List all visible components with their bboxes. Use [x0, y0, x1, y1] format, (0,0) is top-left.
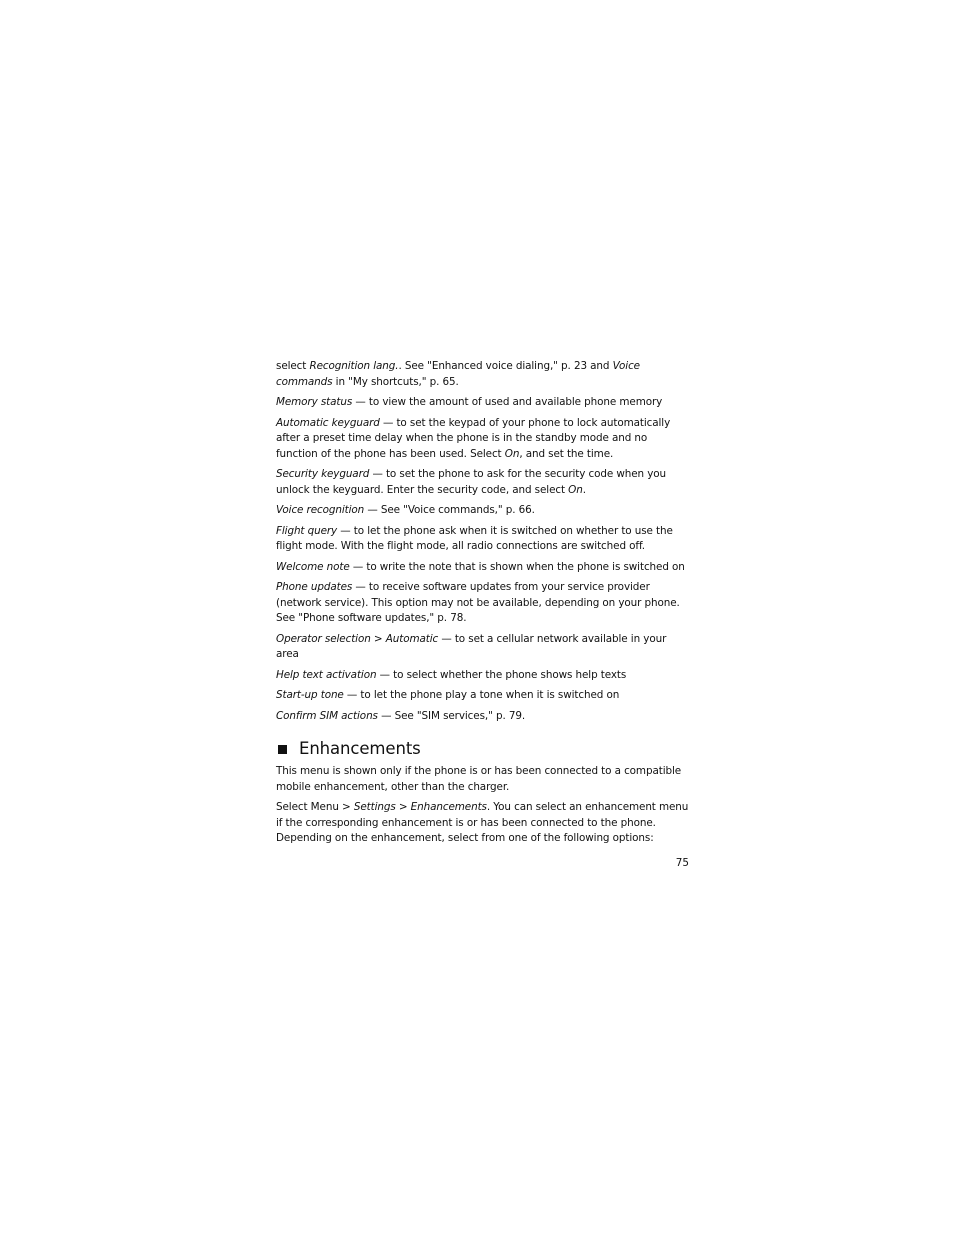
menu-term: Phone updates: [276, 581, 353, 593]
menu-term: Security keyguard: [276, 468, 370, 480]
paragraph-security-keyguard: [276, 467, 690, 498]
menu-term: Recognition lang.: [309, 360, 399, 372]
menu-term: Confirm SIM actions: [276, 709, 378, 722]
menu-term: Start-up tone: [276, 689, 344, 701]
menu-term: Flight query: [276, 524, 338, 537]
paragraph-flight-query: [276, 524, 690, 555]
paragraph-voice-recognition: [276, 503, 690, 519]
text: — to receive software updates from your service provider (network service). This option may not be available, depending on your phone. See "Phone software updates," p. 78.: [276, 581, 680, 624]
text: . You can select an enhancement menu if the corresponding enhancement is or has been connected to the phone. Depending on the enhancement, select from one of the following options:: [276, 801, 689, 844]
text: .: [582, 483, 586, 496]
page-content: [276, 359, 690, 852]
menu-key-label: Menu: [310, 801, 339, 813]
section-heading: [276, 739, 690, 759]
section-title: Enhancements: [299, 739, 421, 758]
menu-term: Voice commands: [276, 360, 640, 388]
paragraph-memory-status: [276, 395, 690, 411]
text: Select: [276, 801, 311, 813]
paragraph-automatic-keyguard: [276, 416, 690, 463]
text: in "My shortcuts," p. 65.: [332, 375, 459, 388]
text: — to write the note that is shown when the phone is switched on: [349, 560, 685, 573]
text: >: [338, 801, 354, 813]
menu-term: Memory status: [276, 396, 353, 408]
menu-term: Voice recognition: [276, 504, 365, 516]
text: . See "Enhanced voice dialing," p. 23 and: [398, 360, 613, 372]
text: — to set a cellular network available in your area: [276, 632, 667, 660]
text: — to select whether the phone shows help texts: [376, 668, 627, 681]
text: — See "Voice commands," p. 66.: [364, 504, 535, 516]
menu-term: Operator selection > Automatic: [276, 632, 439, 645]
paragraph-help-text-activation: [276, 668, 690, 684]
paragraph-confirm-sim-actions: [276, 709, 690, 725]
menu-term: On: [504, 447, 520, 460]
menu-term: On: [568, 483, 583, 496]
text: >: [395, 801, 411, 813]
menu-term: Automatic keyguard: [276, 416, 380, 429]
square-bullet-icon: [278, 745, 287, 754]
paragraph-recognition-lang: [276, 359, 690, 390]
text: — See "SIM services," p. 79.: [377, 709, 526, 722]
page-number: 75: [675, 857, 689, 869]
paragraph-enhancements-intro: This menu is shown only if the phone is or has been connected to a compatible mobile enhancement, other than the charger.: [276, 765, 682, 793]
text: — to set the phone to ask for the security code when you unlock the keyguard. Enter the security code, and select: [276, 468, 667, 496]
text: select: [276, 360, 310, 372]
menu-term: Enhancements: [410, 801, 487, 813]
paragraph-enhancements-select: [276, 800, 690, 847]
paragraph-welcome-note: [276, 560, 690, 576]
menu-term: Settings: [353, 801, 396, 813]
paragraph-phone-updates: [276, 580, 690, 627]
paragraph-start-up-tone: [276, 688, 690, 704]
text: — to let the phone play a tone when it is switched on: [343, 689, 620, 701]
text: — to let the phone ask when it is switched on whether to use the flight mode. With the flight mode, all radio connections are switched off.: [276, 524, 673, 552]
menu-term: Welcome note: [276, 560, 350, 573]
menu-term: Help text activation: [276, 668, 377, 681]
paragraph-operator-selection: [276, 632, 690, 663]
text: — to view the amount of used and available phone memory: [352, 396, 663, 408]
text: , and set the time.: [519, 447, 614, 460]
text: — to set the keypad of your phone to lock automatically after a preset time delay when the phone is in the standby mode and no function of the phone has been used. Select: [276, 416, 671, 460]
